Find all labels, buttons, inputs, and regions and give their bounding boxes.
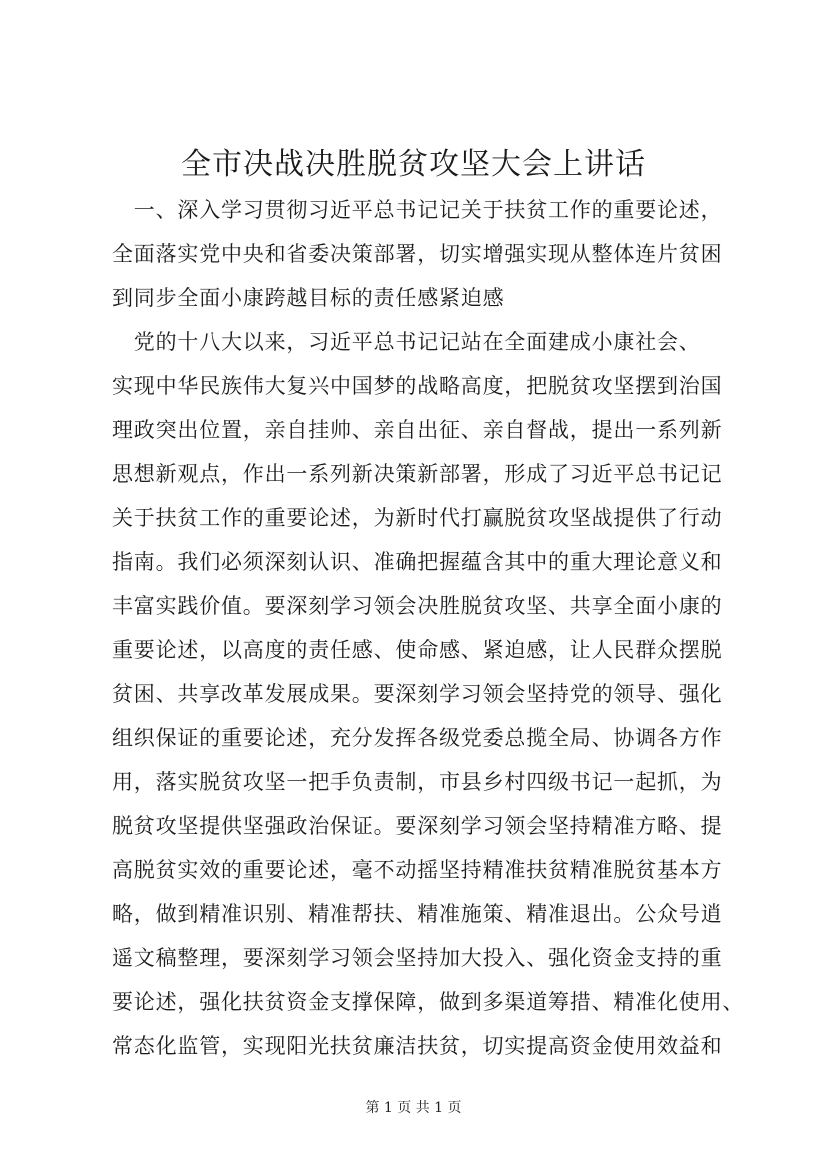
body-line: 党的十八大以来，习近平总书记记站在全面建成小康社会、: [112, 330, 701, 354]
body-line: 脱贫攻坚提供坚强政治保证。要深刻学习领会坚持精准方略、提: [112, 814, 723, 838]
body-line: 贫困、共享改革发展成果。要深刻学习领会坚持党的领导、强化: [112, 682, 723, 706]
body-line: 高脱贫实效的重要论述，毫不动摇坚持精准扶贫精准脱贫基本方: [112, 858, 723, 882]
body-line: 实现中华民族伟大复兴中国梦的战略高度，把脱贫攻坚摆到治国: [112, 374, 723, 398]
body-line: 全面落实党中央和省委决策部署，切实增强实现从整体连片贫困: [112, 242, 723, 266]
body-line: 遥文稿整理，要深刻学习领会坚持加大投入、强化资金支持的重: [112, 946, 723, 970]
body-line: 关于扶贫工作的重要论述，为新时代打赢脱贫攻坚战提供了行动: [112, 506, 723, 530]
body-line: 要论述，强化扶贫资金支撑保障，做到多渠道筹措、精准化使用、: [112, 990, 745, 1014]
body-line: 到同步全面小康跨越目标的责任感紧迫感: [112, 286, 505, 310]
body-line: 指南。我们必须深刻认识、准确把握蕴含其中的重大理论意义和: [112, 550, 723, 574]
body-line: 用，落实脱贫攻坚一把手负责制，市县乡村四级书记一起抓，为: [112, 770, 723, 794]
body-line: 常态化监管，实现阳光扶贫廉洁扶贫，切实提高资金使用效益和: [112, 1034, 723, 1058]
body-line: 重要论述，以高度的责任感、使命感、紧迫感，让人民群众摆脱: [112, 638, 723, 662]
document-title: 全市决战决胜脱贫攻坚大会上讲话: [181, 147, 646, 182]
body-line: 思想新观点，作出一系列新决策新部署，形成了习近平总书记记: [112, 462, 723, 486]
body-line: 略，做到精准识别、精准帮扶、精准施策、精准退出。公众号逍: [112, 902, 723, 926]
body-line: 丰富实践价值。要深刻学习领会决胜脱贫攻坚、共享全面小康的: [112, 594, 723, 618]
body-line: 组织保证的重要论述，充分发挥各级党委总揽全局、协调各方作: [112, 726, 723, 750]
body-line: 一、深入学习贯彻习近平总书记记关于扶贫工作的重要论述，: [112, 198, 723, 222]
page-number-footer: 第 1 页 共 1 页: [365, 1100, 462, 1116]
body-line: 理政突出位置，亲自挂帅、亲自出征、亲自督战，提出一系列新: [112, 418, 723, 442]
